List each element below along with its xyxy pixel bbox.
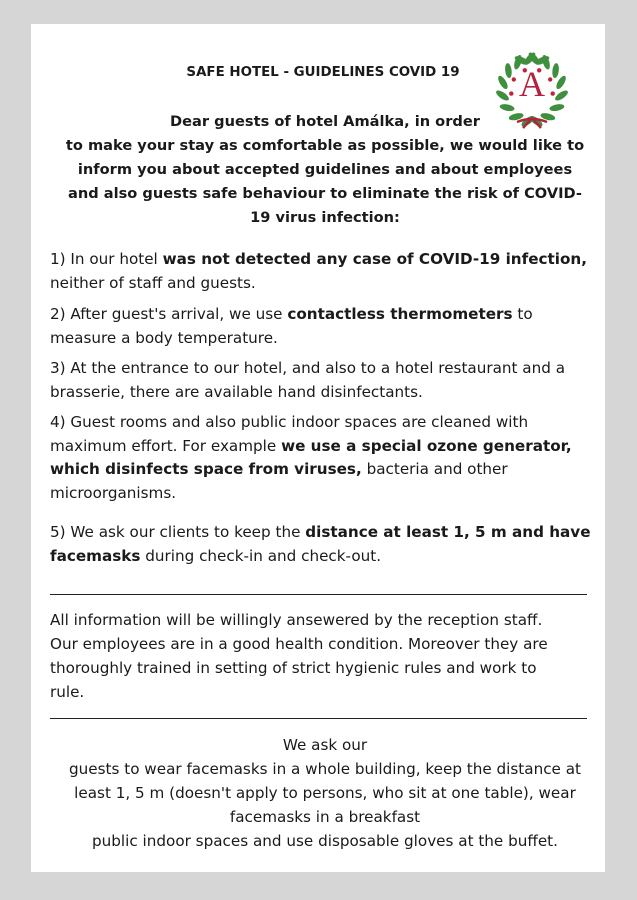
- guideline-line: [50, 357, 602, 381]
- text-run: neither of staff and guests.: [50, 273, 256, 292]
- logo-letter: A: [519, 64, 545, 104]
- guideline-item-1: [50, 248, 602, 295]
- text-run: during check-in and check-out.: [140, 546, 382, 565]
- guideline-line: [50, 272, 602, 296]
- bold-text: distance at least 1, 5 m and have: [305, 523, 591, 541]
- text-run: measure a body temperature.: [50, 328, 278, 347]
- guideline-line: [50, 435, 602, 459]
- request-line: least 1, 5 m (doesn't apply to persons, who sit at one table), wear: [74, 784, 576, 802]
- intro-paragraph: [45, 110, 605, 230]
- info-line: rule.: [50, 683, 85, 701]
- text-run: brasserie, there are available hand disinfectants.: [50, 382, 423, 401]
- intro-line: Dear guests of hotel Amálka, in order: [170, 113, 480, 130]
- guideline-item-2: [50, 303, 602, 350]
- guideline-item-3: [50, 357, 602, 404]
- text-run: 3) At the entrance to our hotel, and also to a hotel restaurant and a: [50, 359, 566, 377]
- text-run: microorganisms.: [50, 483, 177, 502]
- bold-text: we use a special ozone generator,: [281, 436, 572, 455]
- bold-text: contactless thermometers: [287, 305, 513, 323]
- bold-text: which disinfects space from viruses,: [50, 460, 362, 478]
- guideline-line: [50, 521, 602, 545]
- info-line: All information will be willingly ansewered by the reception staff.: [50, 611, 543, 629]
- laurel-leaf: [554, 89, 570, 103]
- guideline-line: [50, 381, 602, 405]
- text-run: 2) After guest's arrival, we use: [50, 305, 288, 323]
- divider: [50, 718, 587, 719]
- request-line: We ask our: [282, 736, 368, 754]
- text-run: 1) In our hotel: [50, 250, 163, 268]
- laurel-berry: [509, 91, 513, 95]
- intro-line: 19 virus infection:: [250, 209, 400, 226]
- guideline-line: [50, 545, 602, 569]
- guideline-line: [50, 303, 602, 327]
- request-line: public indoor spaces and use disposable gloves at the buffet.: [92, 832, 558, 850]
- guideline-line: [50, 411, 602, 435]
- divider: [50, 594, 587, 595]
- guideline-line: [50, 458, 602, 482]
- guidelines-sheet: [31, 24, 605, 872]
- intro-line: inform you about accepted guidelines and about employees: [77, 161, 573, 178]
- page-title: SAFE HOTEL - GUIDELINES COVID 19: [186, 65, 460, 80]
- text-run: 5) We ask our clients to keep the: [50, 523, 306, 541]
- laurel-berry: [551, 91, 555, 95]
- guideline-item-5: [50, 521, 602, 568]
- guideline-line: [50, 482, 602, 506]
- text-run: to: [512, 305, 533, 323]
- guideline-line: [50, 327, 602, 351]
- bold-text: was not detected any case of COVID-19 infection,: [162, 250, 587, 268]
- laurel-leaf: [495, 89, 511, 103]
- request-line: facemasks in a breakfast: [229, 808, 421, 826]
- request-paragraph: [45, 733, 605, 853]
- bold-text: facemasks: [50, 546, 141, 565]
- intro-line: and also guests safe behaviour to eliminate the risk of COVID-: [68, 185, 582, 202]
- text-run: maximum effort. For example: [50, 436, 282, 455]
- intro-line: to make your stay as comfortable as possible, we would like to: [65, 137, 585, 154]
- guideline-line: [50, 248, 602, 272]
- request-line: guests to wear facemasks in a whole building, keep the distance at: [69, 760, 581, 778]
- text-run: bacteria and other: [361, 460, 508, 478]
- info-line: Our employees are in a good health condition. Moreover they are: [50, 635, 548, 653]
- info-line: thoroughly trained in setting of strict hygienic rules and work to: [50, 659, 537, 677]
- guideline-item-4: [50, 411, 602, 505]
- info-paragraph: [50, 608, 602, 704]
- text-run: 4) Guest rooms and also public indoor spaces are cleaned with: [50, 413, 529, 431]
